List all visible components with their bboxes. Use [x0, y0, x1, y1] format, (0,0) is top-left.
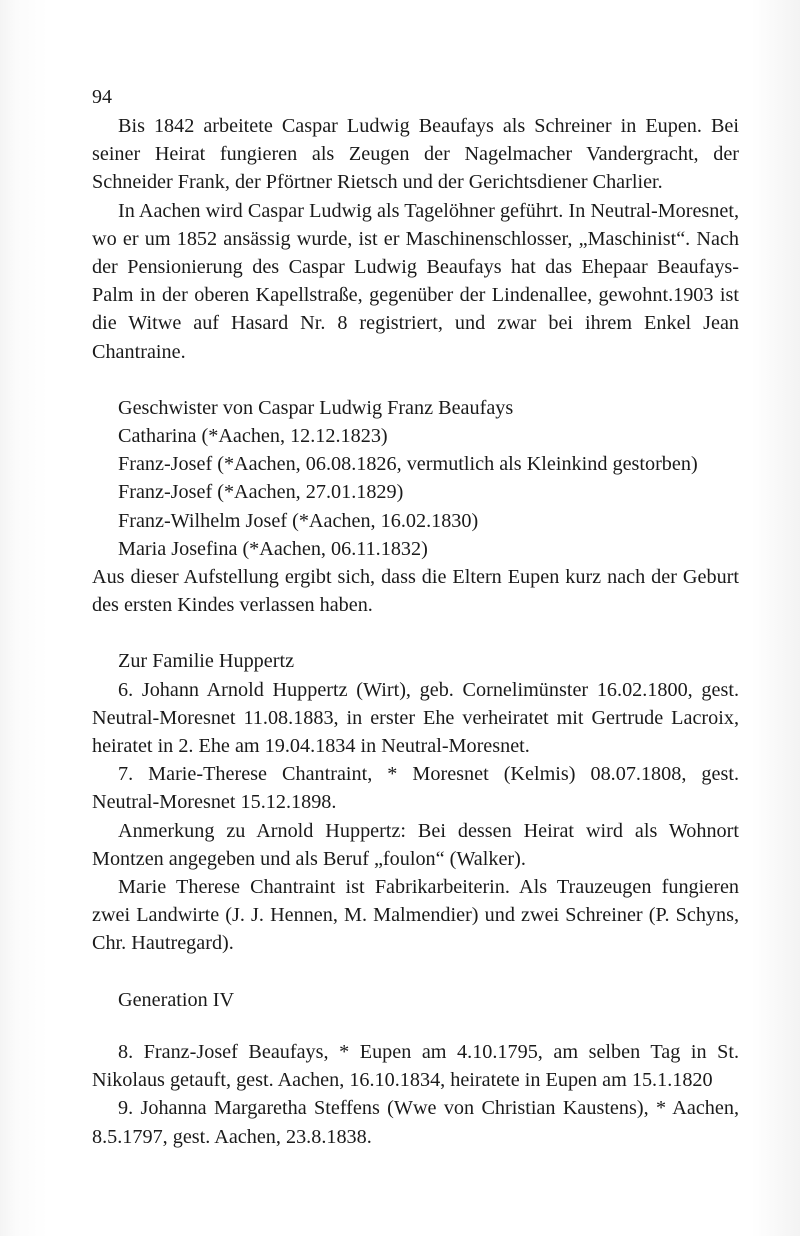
generation-heading: Generation IV — [118, 988, 235, 1011]
huppertz-heading: Zur Familie Huppertz — [118, 650, 295, 673]
intro-paragraph-2: In Aachen wird Caspar Ludwig als Tagelöhner geführt. In Neutral-Moresnet, wo er um 1852 ansässig wurde, ist er Maschinenschlosser, „Maschinist“. Nach der Pensionierung des Caspar Ludwig Beaufays hat das Ehepaar Beaufays-Palm in der oberen Kapellstraße, gegenüber der Lindenallee, gewohnt.1903 ist die Witwe auf Hasard Nr. 8 registriert, und zwar bei ihrem Enkel Jean Chantraine. — [92, 199, 739, 363]
sibling-entry: Maria Josefina (*Aachen, 06.11.1832) — [118, 537, 428, 560]
huppertz-paragraph: 7. Marie-Therese Chantraint, * Moresnet (Kelmis) 08.07.1808, gest. Neutral-Moresnet 15.12.1898. — [92, 763, 739, 814]
page-number: 94 — [92, 86, 112, 108]
sibling-entry: Franz-Josef (*Aachen, 27.01.1829) — [118, 481, 404, 504]
intro-paragraph-1: Bis 1842 arbeitete Caspar Ludwig Beaufays als Schreiner in Eupen. Bei seiner Heirat fungieren als Zeugen der Nagelmacher Vandergracht, der Schneider Frank, der Pförtner Rietsch und der Gerichtsdiener Charlier. — [92, 115, 739, 194]
section-spacer — [92, 366, 739, 394]
siblings-heading: Geschwister von Caspar Ludwig Franz Beaufays — [118, 396, 514, 419]
siblings-conclusion: Aus dieser Aufstellung ergibt sich, dass die Eltern Eupen kurz nach der Geburt des ersten Kindes verlassen haben. — [92, 566, 739, 617]
sibling-entry: Franz-Josef (*Aachen, 06.08.1826, vermutlich als Kleinkind gestorben) — [118, 453, 698, 476]
section-spacer — [92, 958, 739, 986]
page-content — [92, 82, 739, 1151]
sibling-entry: Catharina (*Aachen, 12.12.1823) — [118, 425, 388, 448]
generation-paragraph: 9. Johanna Margaretha Steffens (Wwe von Christian Kaustens), * Aachen, 8.5.1797, gest. Aachen, 23.8.1838. — [92, 1097, 739, 1148]
sibling-entry: Franz-Wilhelm Josef (*Aachen, 16.02.1830) — [118, 509, 479, 532]
generation-paragraph: 8. Franz-Josef Beaufays, * Eupen am 4.10.1795, am selben Tag in St. Nikolaus getauft, gest. Aachen, 16.10.1834, heiratete in Eupen am 15.1.1820 — [92, 1040, 739, 1092]
section-spacer — [92, 619, 739, 647]
section-spacer — [92, 1014, 739, 1038]
huppertz-paragraph: 6. Johann Arnold Huppertz (Wirt), geb. Cornelimünster 16.02.1800, gest. Neutral-Moresnet 11.08.1883, in erster Ehe verheiratet mit Gertrude Lacroix, heiratet in 2. Ehe am 19.04.1834 in Neutral-Moresnet. — [92, 678, 739, 758]
huppertz-paragraph: Marie Therese Chantraint ist Fabrikarbeiterin. Als Trauzeugen fungieren zwei Landwirte (J. J. Hennen, M. Malmendier) und zwei Schreiner (P. Schyns, Chr. Hautregard). — [92, 876, 739, 955]
huppertz-paragraph: Anmerkung zu Arnold Huppertz: Bei dessen Heirat wird als Wohnort Montzen angegeben und als Beruf „foulon“ (Walker). — [92, 819, 739, 870]
